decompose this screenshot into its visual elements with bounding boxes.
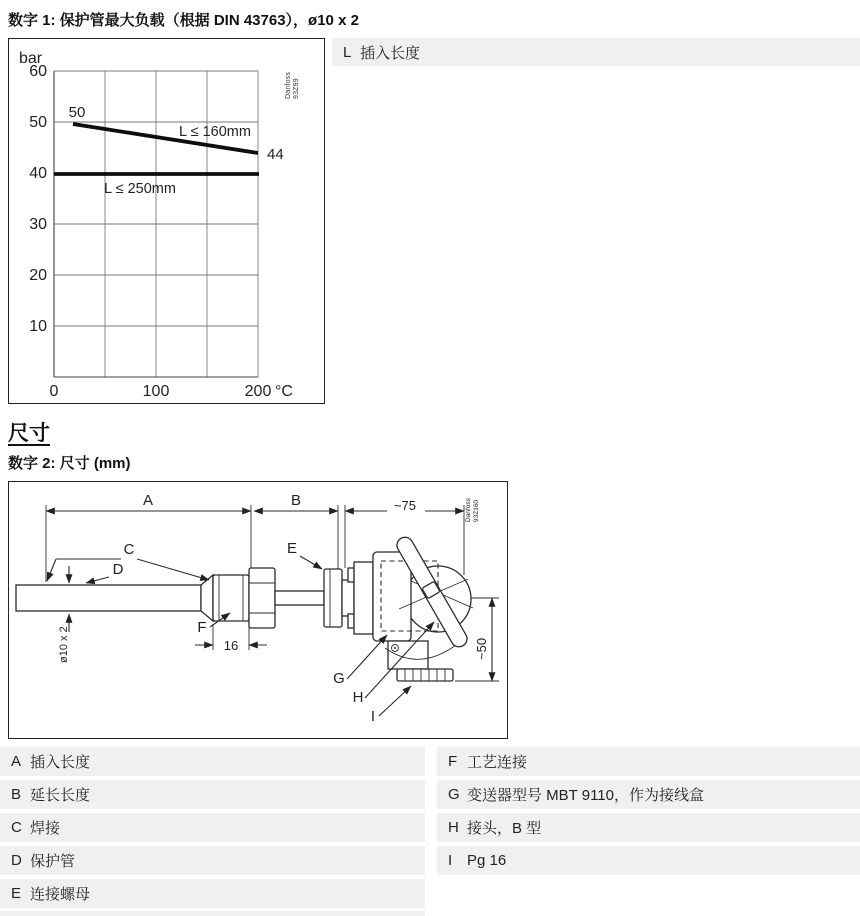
figure1-chart — [8, 38, 325, 404]
callout-h: H — [352, 689, 364, 706]
dim-50-label: ~50 — [474, 637, 489, 660]
dim-a-label: A — [142, 492, 154, 509]
danfoss-drawing-id — [465, 497, 480, 522]
hinge-screw-dot — [394, 647, 396, 649]
y-tick-50: 50 — [29, 114, 47, 131]
legend-row-g — [437, 780, 860, 809]
legend-value: 插入长度 — [30, 754, 91, 771]
callout-g: G — [333, 670, 345, 687]
legend-row-c — [0, 813, 425, 842]
legend-value: 连接螺母 — [30, 886, 91, 903]
x-tick-200: 200 — [244, 383, 272, 400]
y-tick-30: 30 — [29, 216, 47, 233]
x-tick-100: 100 — [142, 383, 170, 400]
legend-value: 接头，B 型 — [467, 820, 542, 837]
callout-d: D — [112, 561, 124, 578]
legend-row-f — [437, 747, 860, 776]
series-l160-label: L ≤ 160mm — [179, 124, 251, 140]
legend-row-i — [437, 846, 860, 875]
dim-75-label: ~75 — [393, 498, 417, 513]
dim-16-label: 16 — [223, 638, 239, 653]
legend-key: H — [448, 819, 459, 836]
process-connection-fitting — [213, 575, 249, 621]
legend-key: A — [11, 753, 22, 770]
drawing-number: 93Z160 — [473, 499, 480, 522]
legend-key: E — [11, 885, 22, 902]
head-nipple — [342, 580, 354, 616]
legend-row-b — [0, 780, 425, 809]
partial-next-row — [0, 911, 425, 916]
section-title: 尺寸 — [8, 422, 50, 445]
legend-value: 延长长度 — [30, 787, 91, 804]
legend-value: 插入长度 — [360, 44, 421, 62]
label-start-50: 50 — [68, 104, 86, 121]
label-end-44: 44 — [267, 146, 284, 163]
y-tick-10: 10 — [29, 318, 47, 335]
legend-row-a — [0, 747, 425, 776]
extension-tube — [275, 591, 324, 605]
callout-e: E — [286, 540, 298, 557]
l-legend-row — [332, 38, 860, 66]
legend-value: 焊接 — [30, 820, 61, 837]
legend-row-h — [437, 813, 860, 842]
brand-text: Danfoss — [465, 498, 472, 522]
y-tick-20: 20 — [29, 267, 47, 284]
legend-key: C — [11, 819, 22, 836]
legend-key: D — [11, 852, 22, 869]
callout-c: C — [123, 541, 135, 558]
legend-key: F — [448, 753, 458, 770]
head-flange — [354, 562, 373, 634]
figure2-caption: 数字 2: 尺寸 (mm) — [8, 455, 131, 472]
figure2-drawing — [8, 481, 508, 739]
protection-tube — [16, 585, 201, 611]
legend-value: Pg 16 — [467, 852, 507, 869]
flange-notch-bottom — [348, 614, 354, 628]
legend-row-e — [0, 879, 425, 908]
legend-key: G — [448, 786, 460, 803]
legend-key: B — [11, 786, 22, 803]
legend-key: L — [343, 43, 352, 61]
x-tick-0: 0 — [49, 383, 59, 400]
connection-head-body — [373, 552, 411, 641]
dim-dia-label: ø10 x 2 — [58, 626, 70, 663]
callout-i: I — [370, 708, 376, 725]
x-tick-labels — [50, 383, 272, 400]
y-axis-unit: bar — [19, 50, 43, 67]
x-axis-unit: °C — [275, 383, 293, 400]
drawing-number: 93Z99 — [293, 78, 300, 99]
weld-cone — [201, 575, 213, 621]
danfoss-drawing-id — [285, 72, 300, 99]
connection-nut — [324, 569, 342, 627]
legend-value: 变送器型号 MBT 9110，作为接线盒 — [467, 787, 704, 804]
callout-f: F — [197, 619, 207, 636]
dim-b-label: B — [290, 492, 302, 509]
dimension-drawing-svg — [9, 482, 506, 737]
hex-nut — [249, 568, 275, 628]
series-l250-label: L ≤ 250mm — [104, 181, 176, 197]
legend-row-d — [0, 846, 425, 875]
brand-text: Danfoss — [285, 71, 292, 99]
sensor-assembly — [16, 534, 473, 681]
y-tick-40: 40 — [29, 165, 47, 182]
figure1-caption: 数字 1: 保护管最大负载（根据 DIN 43763），ø10 x 2 — [8, 12, 359, 29]
y-tick-60: 60 — [29, 63, 47, 80]
flange-notch-top — [348, 568, 354, 582]
legend-value: 工艺连接 — [467, 754, 528, 771]
legend-key: I — [448, 852, 453, 869]
head-neck — [388, 641, 428, 669]
load-chart-svg — [9, 39, 326, 405]
legend-value: 保护管 — [30, 853, 76, 870]
y-tick-labels — [29, 63, 47, 335]
